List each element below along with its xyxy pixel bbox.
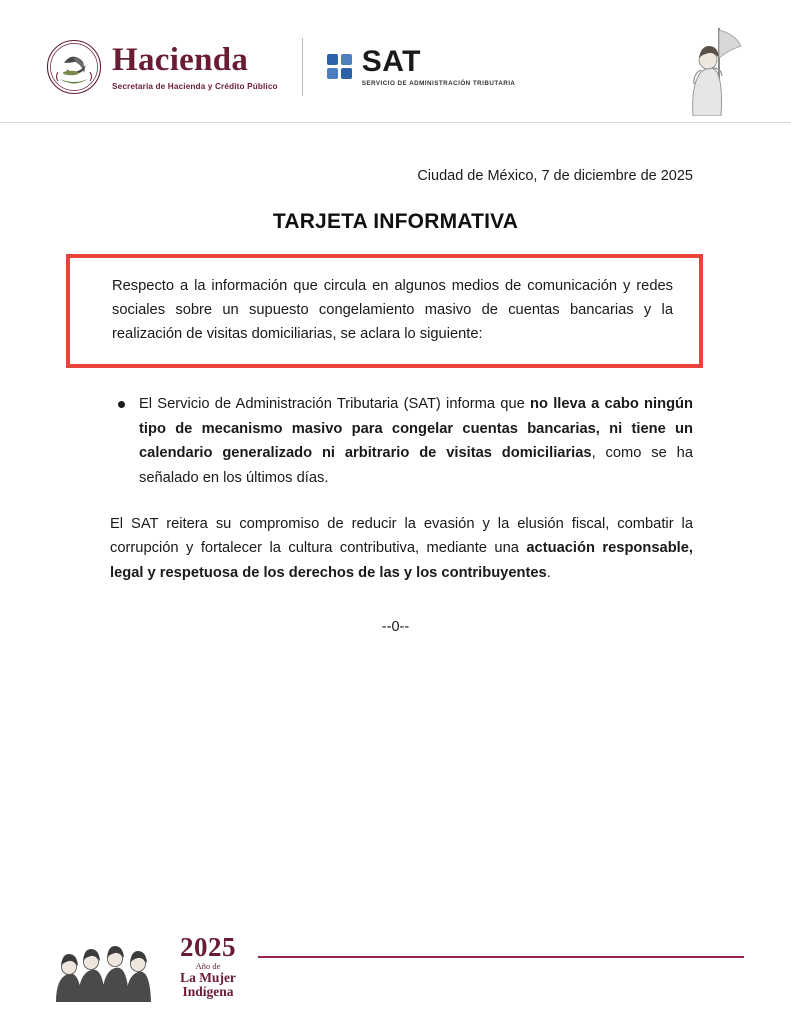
footer-year: 2025: [180, 931, 236, 962]
date-line: Ciudad de México, 7 de diciembre de 2025: [417, 168, 693, 184]
bullet-paragraph: [139, 392, 693, 490]
page-title: TARJETA INFORMATIVA: [272, 210, 519, 233]
header-logos: [46, 38, 515, 96]
logo-divider: [302, 38, 303, 96]
document-body: [0, 122, 791, 635]
list-item: [118, 392, 693, 490]
paragraph-part2: .: [546, 564, 551, 581]
footer-line3: Indígena: [182, 984, 234, 1000]
footer-line2: La Mujer: [180, 969, 236, 985]
document-header: [0, 0, 791, 122]
paragraph-bold: actuación responsable, legal y respetuosa de los derechos de las y los contribuyentes: [110, 540, 694, 581]
footer-anniversary-text: [168, 933, 248, 1000]
bullet-point-icon: [118, 401, 125, 408]
mexican-national-seal-icon: [46, 39, 102, 95]
flag-bearer-illustration-icon: [653, 24, 745, 116]
closing-mark: --0--: [381, 619, 410, 636]
highlight-box: [66, 254, 703, 368]
footer-line1: Año de: [195, 960, 221, 971]
document-footer: [0, 904, 791, 1024]
bullet-text-part2: , como se ha señalado en los últimos días.: [139, 445, 693, 486]
paragraph-part1: El SAT reitera su compromiso de reducir la evasión y la elusión fiscal, combatir la corrupción y fortalecer la cultura contributiva, mediante una: [110, 516, 693, 557]
highlight-text: Respecto a la información que circula en algunos medios de comunicación y redes sociales sobre un supuesto congelamiento masivo de cuentas bancarias y la realización de visitas domiciliarias, se aclara lo siguiente:: [112, 278, 673, 342]
hacienda-title: Hacienda: [112, 42, 249, 79]
bullet-text-part1: El Servicio de Administración Tributaria (SAT) informa que: [139, 396, 531, 413]
indigenous-women-illustration-icon: [48, 926, 166, 1002]
closing-paragraph: [110, 512, 693, 585]
hacienda-subtitle: Secretaría de Hacienda y Crédito Público: [112, 81, 278, 91]
bullet-text-bold: no lleva a cabo ningún tipo de mecanismo masivo para congelar cuentas bancarias, ni tiene un calendario generalizado ni arbitrario de visitas domiciliarias: [139, 396, 693, 462]
footer-divider: [258, 956, 744, 959]
sat-brand: [327, 47, 516, 87]
sat-four-dots-icon: [327, 54, 353, 80]
sat-name: SAT: [361, 45, 421, 78]
hacienda-brand: [112, 43, 278, 91]
sat-subtitle: SERVICIO DE ADMINISTRACIÓN TRIBUTARIA: [361, 80, 516, 87]
